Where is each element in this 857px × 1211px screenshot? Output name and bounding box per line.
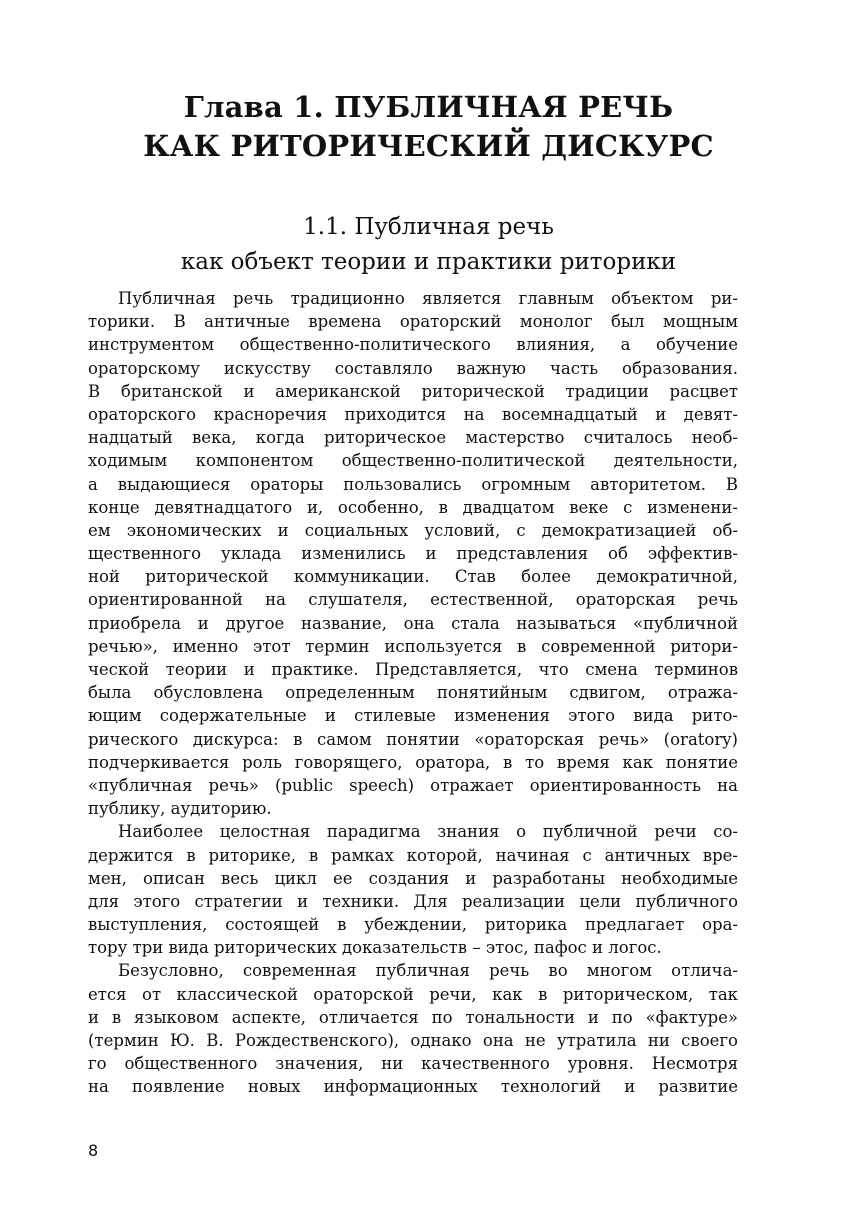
body-text bbox=[88, 287, 738, 1099]
paragraph-3-line: (термин Ю. В. Рождественского), однако она не утратила ни своего bbox=[88, 1031, 738, 1050]
paragraph-1-line: инструментом общественно-политического влияния, а обучение bbox=[88, 335, 738, 355]
paragraph-2-line: мен, описан весь цикл ее создания и разработаны необходимые bbox=[88, 868, 738, 888]
paragraph-3-line: на появление новых информационных технологий и развитие bbox=[88, 1077, 738, 1097]
paragraph-1-line: подчеркивается роль говорящего, оратора, в то время как понятие bbox=[88, 752, 738, 772]
paragraph-1-line: была обусловлена определенным понятийным сдвигом, отража- bbox=[88, 683, 738, 703]
paragraph-1-line: щественного уклада изменились и представления об эффектив- bbox=[88, 544, 738, 564]
paragraph-1-line: ходимым компонентом общественно-политической деятельности, bbox=[88, 451, 738, 471]
section-title-line: как объект теории и практики риторики bbox=[180, 249, 677, 275]
paragraph-1-line: публику, аудиторию. bbox=[88, 799, 272, 819]
paragraph-1-line: приобрела и другое название, она стала называться «публичной bbox=[88, 613, 738, 633]
paragraph-1-line: ческой теории и практике. Представляется, что смена терминов bbox=[88, 660, 738, 679]
paragraph-1-line: ораторскому искусству составляло важную часть образования. bbox=[88, 358, 738, 378]
paragraph-1-line: ющим содержательные и стилевые изменения этого вида рито- bbox=[88, 706, 738, 726]
paragraph-1-line: ориентированной на слушателя, естественной, ораторская речь bbox=[88, 590, 738, 610]
page-number: 8 bbox=[88, 1141, 99, 1160]
paragraph-1-line: а выдающиеся ораторы пользовались огромным авторитетом. В bbox=[88, 474, 738, 494]
chapter-title-line: Глава 1. ПУБЛИЧНАЯ РЕЧЬ bbox=[183, 90, 674, 124]
paragraph-1-line: В британской и американской риторической традиции расцвет bbox=[88, 381, 738, 401]
paragraph-3-line: ется от классической ораторской речи, как в риторическом, так bbox=[88, 984, 738, 1004]
chapter-title-line: КАК РИТОРИЧЕСКИЙ ДИСКУРС bbox=[143, 129, 714, 163]
paragraph-1-line: конце девятнадцатого и, особенно, в двадцатом веке с изменени- bbox=[88, 497, 738, 517]
paragraph-2-line: Наиболее целостная парадигма знания о публичной речи со- bbox=[118, 822, 738, 842]
paragraph-3-line: и в языковом аспекте, отличается по тональности и по «фактуре» bbox=[88, 1007, 738, 1027]
paragraph-1-line: «публичная речь» (public speech) отражает ориентированность на bbox=[88, 775, 738, 795]
paragraph-1-line: Публичная речь традиционно является главным объектом ри- bbox=[118, 289, 738, 308]
paragraph-1-line: надцатый века, когда риторическое мастерство считалось необ- bbox=[88, 428, 738, 448]
paragraph-1-line: рического дискурса: в самом понятии «ораторская речь» (oratory) bbox=[88, 729, 738, 749]
section-title bbox=[60, 210, 797, 280]
paragraph-1-line: ораторского красноречия приходится на восемнадцатый и девят- bbox=[88, 404, 738, 424]
paragraph-1-line: речью», именно этот термин используется в современной ритори- bbox=[88, 636, 738, 656]
paragraph-3-line: Безусловно, современная публичная речь во многом отлича- bbox=[118, 961, 738, 981]
paragraph-2-line: для этого стратегии и техники. Для реализации цели публичного bbox=[88, 891, 738, 911]
paragraph-1-line: торики. В античные времена ораторский монолог был мощным bbox=[88, 312, 738, 332]
paragraph-2-line: держится в риторике, в рамках которой, начиная с античных вре- bbox=[88, 845, 738, 865]
paragraph-3-line: го общественного значения, ни качественного уровня. Несмотря bbox=[88, 1054, 738, 1074]
paragraph-1-line: ной риторической коммуникации. Став более демократичной, bbox=[88, 567, 738, 587]
chapter-title bbox=[60, 88, 797, 166]
section-title-line: 1.1. Публичная речь bbox=[303, 214, 554, 240]
paragraph-2-line: выступления, состоящей в убеждении, риторика предлагает ора- bbox=[88, 915, 738, 935]
paragraph-1-line: ем экономических и социальных условий, с демократизацией об- bbox=[88, 520, 738, 540]
paragraph-2-line: тору три вида риторических доказательств – этос, пафос и логос. bbox=[88, 938, 662, 958]
